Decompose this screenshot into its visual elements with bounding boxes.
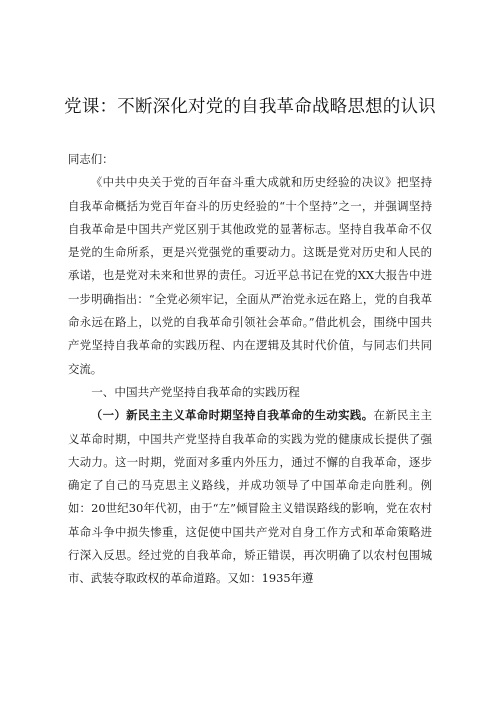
subsection-lead: （一）新民主主义革命时期坚持自我革命的生动实践。 [90,408,374,423]
section-heading: 一、中国共产党坚持自我革命的实践历程 [91,384,300,399]
intro-paragraph: 《中共中央关于党的百年奋斗重大成就和历史经验的决议》把坚持自我革命概括为党百年奋斗的历史经验的“十个坚持”之一，并强调坚持自我革命是中国共产党区别于其他政党的显著标志。坚持自我革命不仅是党的生命所系，更是兴党强党的重要动力。这既是党对历史和人民的承诺，也是党对未来和世界的责任。习近平总书记在党的XX大报告中进一步明确指出：“全党必须牢记，全面从严治党永远在路上，党的自我革命永远在路上，以党的自我革命引领社会革命。”借此机会，围绕中国共产党坚持自我革命的实践历程、内在逻辑及其时代价值，与同志们共同交流。 [68,175,432,376]
document-title: 党课：不断深化对党的自我革命战略思想的认识 [64,97,436,117]
document-body [68,148,432,591]
subsection-text: 在新民主主义革命时期，中国共产党坚持自我革命的实践为党的健康成长提供了强大动力。这一时期，党面对多重内外压力，通过不懈的自我革命，逐步确定了自己的马克思主义路线，并成功领导了中国革命走向胜利。例如：20世纪30年代初，由于“左”倾冒险主义错误路线的影响，党在农村革命斗争中损失惨重，这促使中国共产党对自身工作方式和革命策略进行深入反思。经过党的自我革命，矫正错误，再次明确了以农村包围城市、武装夺取政权的革命道路。又如：1935年遵 [68,408,432,586]
salutation: 同志们： [68,152,114,166]
subsection-paragraph [68,404,432,590]
